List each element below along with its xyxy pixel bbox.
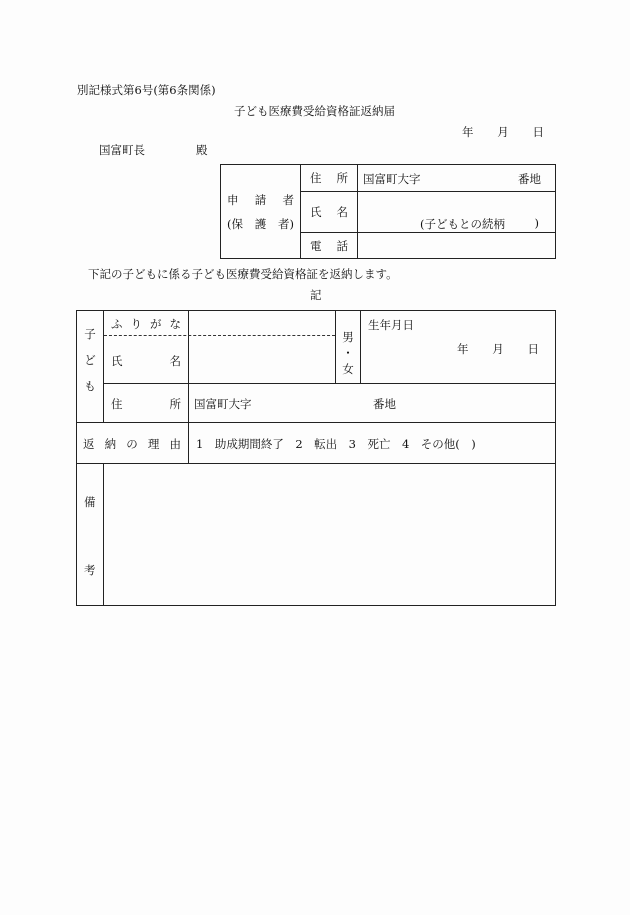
honorific: 殿 (196, 143, 208, 157)
child-address-suffix: 番地 (373, 397, 396, 411)
applicant-name-field[interactable] (358, 192, 556, 233)
applicant-phone-label: 電 話 (301, 233, 358, 259)
ki-label: 記 (310, 288, 322, 302)
sex-dot: ・ (342, 346, 354, 360)
return-reason-label: 返 納 の 理 由 (83, 437, 181, 451)
furigana-field[interactable] (189, 312, 335, 334)
child-address-prefix: 国富町大字 (194, 397, 252, 411)
addressee: 国富町長 (99, 143, 145, 157)
child-name-label: 氏 名 (111, 354, 181, 368)
applicant-address-field[interactable] (358, 165, 556, 192)
applicant-label-line1: 申 請 者 (227, 192, 294, 207)
child-address-label: 住 所 (111, 397, 181, 411)
remarks-label-char2: 考 (84, 563, 96, 577)
applicant-name-label: 氏 名 (301, 192, 358, 233)
applicant-address-suffix: 番地 (518, 172, 541, 186)
applicant-label-cell (221, 165, 301, 259)
remarks-field[interactable] (104, 464, 556, 606)
relation-close: ) (534, 216, 539, 230)
applicant-address-label: 住 所 (301, 165, 358, 192)
furigana-label: ふ り が な (111, 317, 181, 331)
sex-male[interactable]: 男 (342, 330, 354, 344)
statement: 下記の子どもに係る子ども医療費受給資格証を返納します。 (88, 267, 398, 281)
month-char: 月 (497, 125, 509, 139)
sex-female[interactable]: 女 (342, 362, 354, 376)
applicant-label-line2: (保 護 者) (227, 216, 294, 231)
birth-date-label: 生年月日 (368, 318, 414, 332)
birth-date-field[interactable]: 年 月 日 (457, 342, 539, 356)
applicant-phone-field[interactable] (358, 233, 556, 259)
child-form-table (76, 310, 556, 606)
relation-text: (子どもとの続柄 (420, 217, 505, 231)
day-char: 日 (532, 125, 544, 139)
year-char: 年 (462, 125, 474, 139)
child-side-label: 子 ど も (84, 327, 96, 393)
applicant-table (220, 164, 556, 259)
remarks-label-char1: 備 (84, 495, 96, 509)
child-address-field[interactable] (189, 384, 556, 422)
form-number: 別記様式第6号(第6条関係) (77, 83, 216, 97)
return-reason-options[interactable]: 1 助成期間終了 2 転出 3 死亡 4 その他( ) (196, 437, 476, 451)
child-name-field[interactable] (189, 337, 335, 382)
submission-date (462, 124, 544, 140)
form-title: 子ども医療費受給資格証返納届 (234, 104, 395, 118)
applicant-address-prefix: 国富町大字 (363, 172, 421, 186)
sex-selector[interactable] (341, 329, 355, 376)
